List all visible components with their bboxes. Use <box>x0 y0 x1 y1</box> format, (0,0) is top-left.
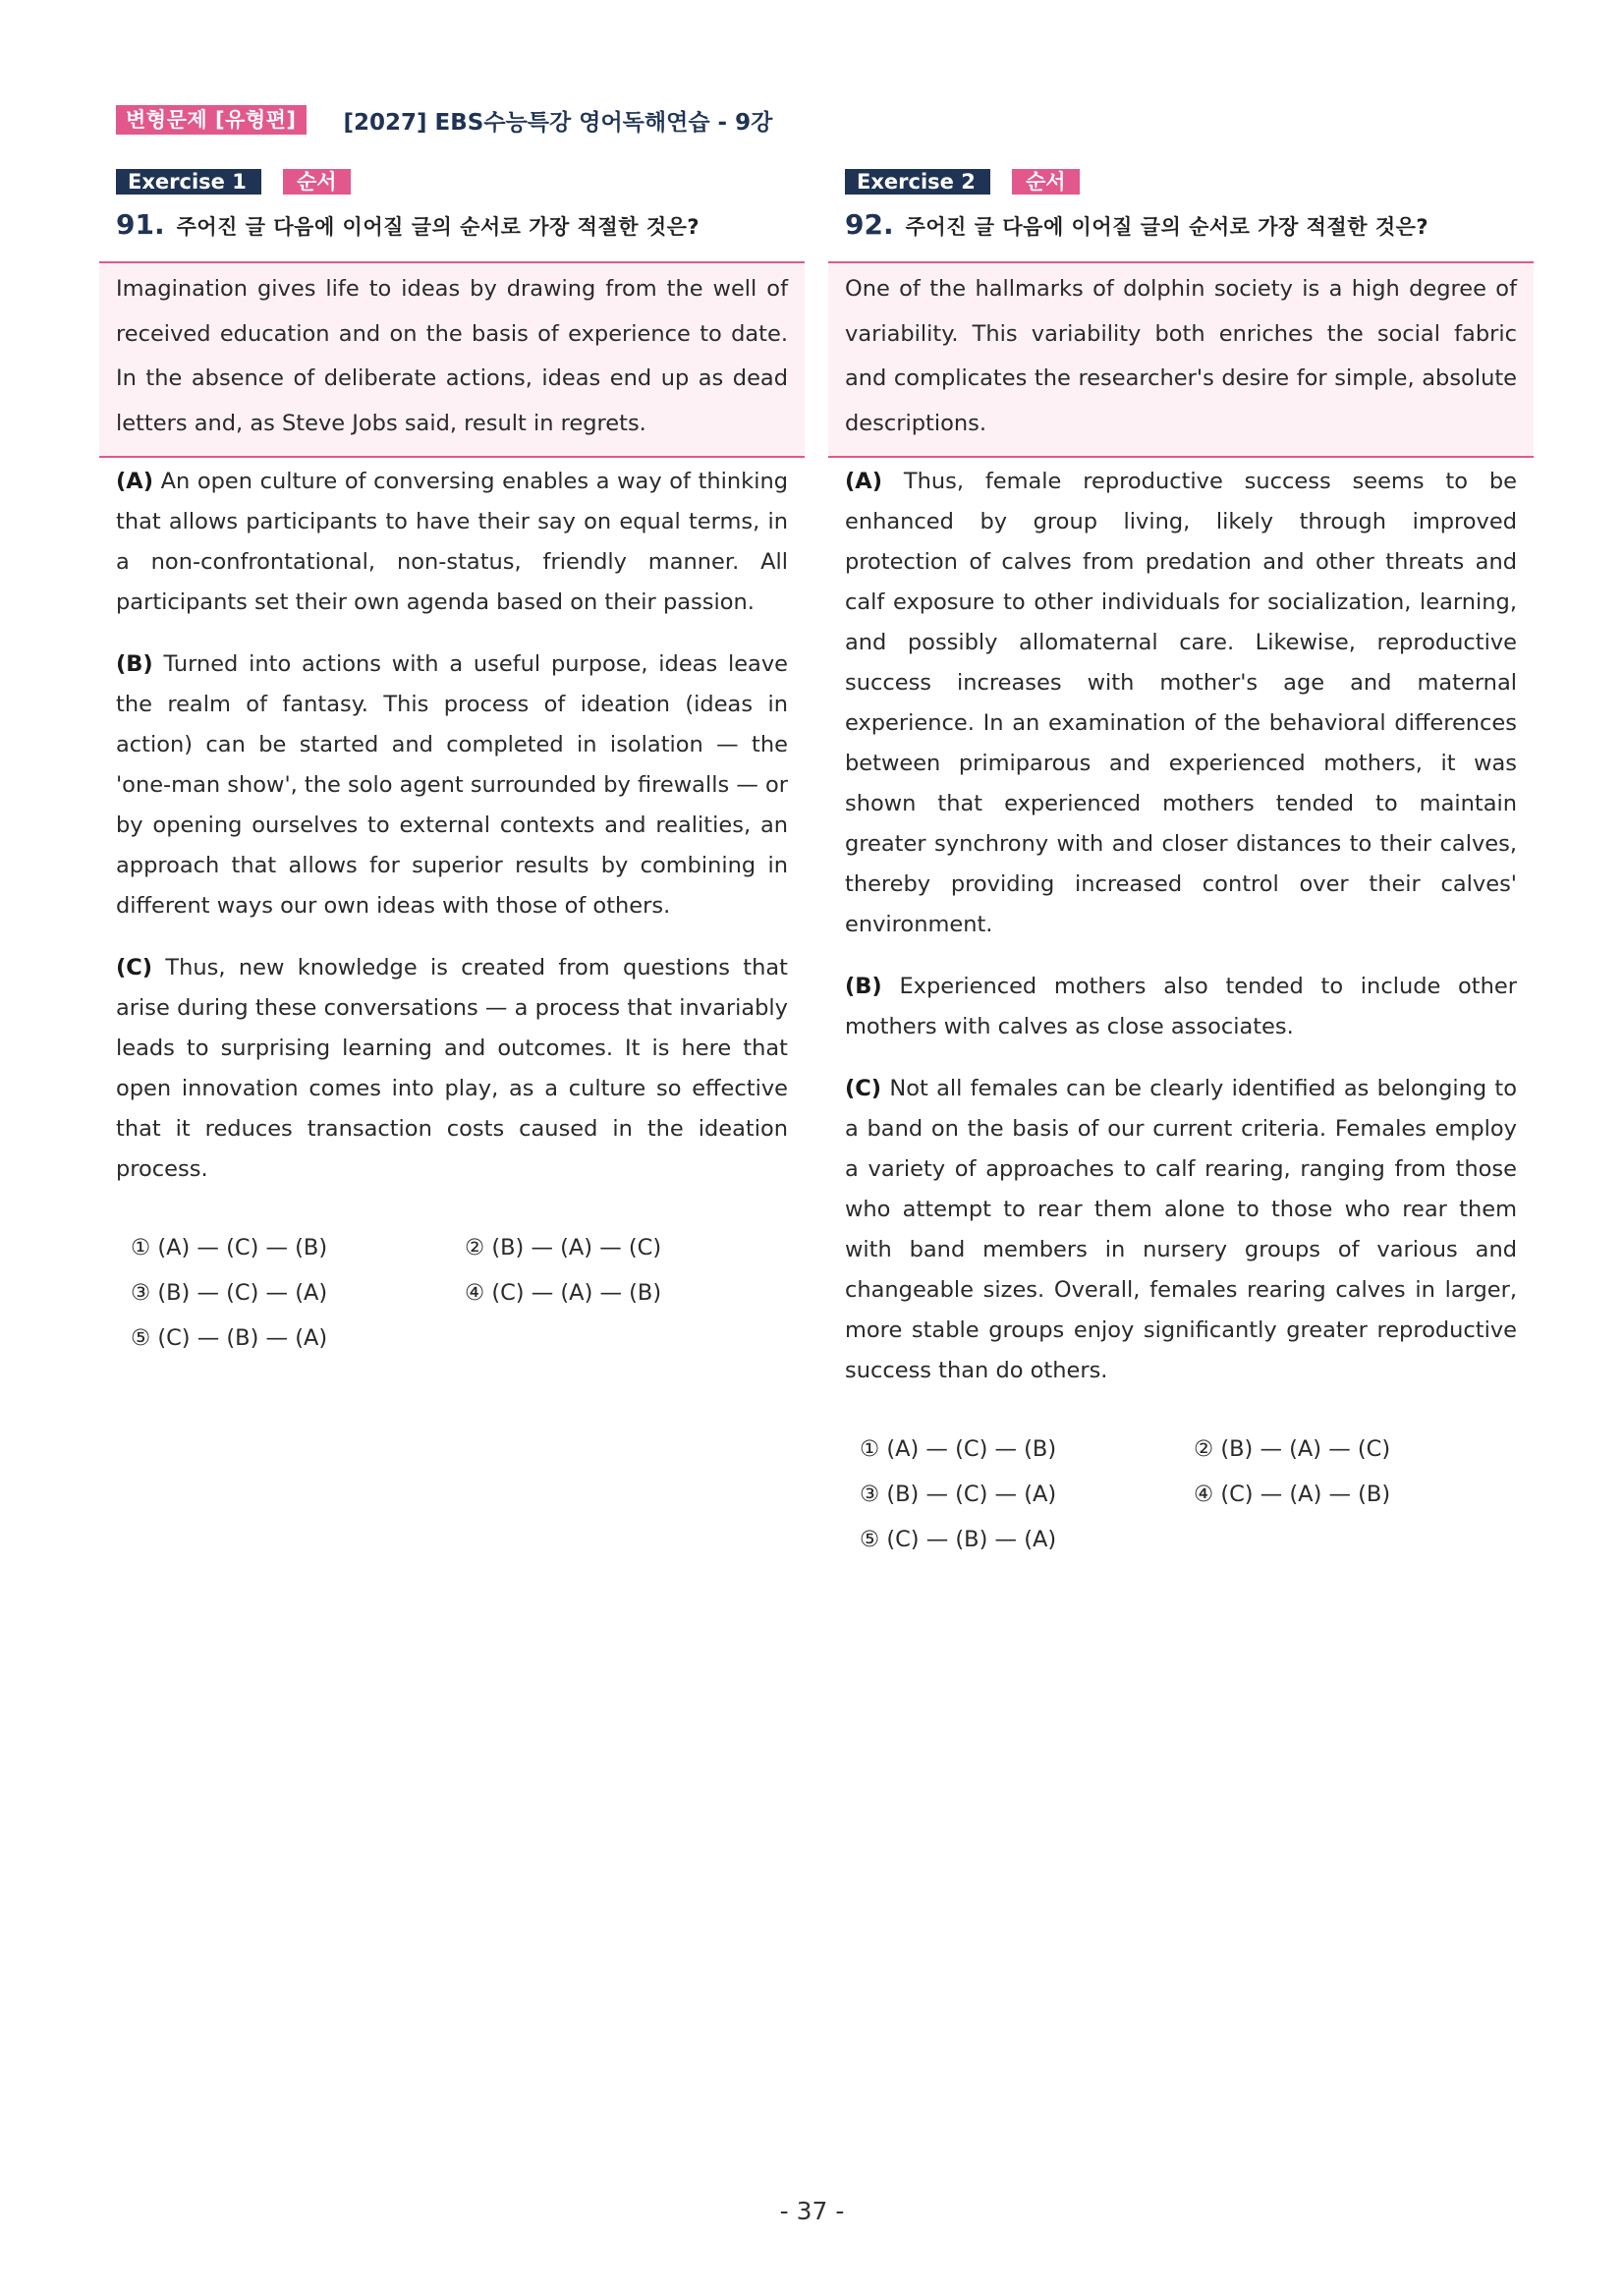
choice-3[interactable]: ③ (B) — (C) — (A) <box>131 1280 328 1306</box>
section-badge: 변형문제 [유형편] <box>116 105 307 135</box>
paragraph-label: (B) <box>845 974 882 999</box>
question-number: 91. <box>116 208 165 241</box>
answer-choices <box>860 1427 1534 1562</box>
paragraph-text: Thus, new knowledge is created from questions that arise during these conversations — a process that invariably leads to surprising learning and outcomes. It is here that open innovation comes into play, as a culture so effective that it reduces transaction costs caused in the ideation process. <box>116 955 788 1182</box>
paragraph-label: (C) <box>116 955 153 980</box>
paragraph-text: Experienced mothers also tended to include other mothers with calves as close associates. <box>845 974 1517 1039</box>
question-type-badge: 순서 <box>283 169 351 195</box>
paragraph-a <box>845 462 1517 945</box>
given-passage: Imagination gives life to ideas by drawing from the well of received education and on the basis of experience to date. In the absence of deliberate actions, ideas end up as dead letters and, as Steve Jobs said, result in regrets. <box>116 276 788 436</box>
question-type-badge: 순서 <box>1012 169 1080 195</box>
choice-5[interactable]: ⑤ (C) — (B) — (A) <box>860 1527 1057 1552</box>
page-header <box>116 106 772 134</box>
paragraph-c <box>845 1069 1517 1391</box>
paragraph-b <box>845 967 1517 1047</box>
given-passage-box <box>99 261 805 458</box>
page-number: - 37 - <box>779 2197 845 2225</box>
choice-4[interactable]: ④ (C) — (A) — (B) <box>465 1280 662 1306</box>
answer-choices <box>131 1225 805 1361</box>
question-prompt <box>116 208 805 248</box>
choice-4[interactable]: ④ (C) — (A) — (B) <box>1194 1482 1391 1507</box>
choice-1[interactable]: ① (A) — (C) — (B) <box>131 1235 328 1260</box>
question-number: 92. <box>845 208 894 241</box>
exercise-1 <box>99 169 805 1361</box>
given-passage: One of the hallmarks of dolphin society is a high degree of variability. This variability both enriches the social fabric and complicates the researcher's desire for simple, absolute descriptions. <box>845 276 1517 436</box>
choice-1[interactable]: ① (A) — (C) — (B) <box>860 1436 1057 1462</box>
given-passage-box <box>828 261 1534 458</box>
choice-2[interactable]: ② (B) — (A) — (C) <box>465 1235 662 1260</box>
choice-2[interactable]: ② (B) — (A) — (C) <box>1194 1436 1391 1462</box>
exercise-label: Exercise 1 <box>116 169 261 195</box>
paragraph-text: An open culture of conversing enables a way of thinking that allows participants to have their say on equal terms, in a non-confrontational, non-status, friendly manner. All participants set their own agenda based on their passion. <box>116 469 788 615</box>
exercise-2 <box>828 169 1534 1562</box>
paragraph-text: Thus, female reproductive success seems to be enhanced by group living, likely through improved protection of calves from predation and other threats and calf exposure to other individuals for socialization, learning, and possibly allomaternal care. Likewise, reproductive success increases with mother's age and maternal experience. In an examination of the behavioral differences between primiparous and experienced mothers, it was shown that experienced mothers tended to maintain greater synchrony with and closer distances to their calves, thereby providing increased control over their calves' environment. <box>845 469 1517 937</box>
paragraph-label: (A) <box>845 469 882 494</box>
paragraph-a <box>116 462 788 623</box>
choice-5[interactable]: ⑤ (C) — (B) — (A) <box>131 1325 328 1351</box>
page-title: [2027] EBS수능특강 영어독해연습 - 9강 <box>343 109 773 136</box>
exercise-label: Exercise 2 <box>845 169 990 195</box>
question-text: 주어진 글 다음에 이어질 글의 순서로 가장 적절한 것은? <box>176 215 700 239</box>
paragraph-c <box>116 948 788 1190</box>
paragraph-text: Turned into actions with a useful purpose, ideas leave the realm of fantasy. This process of ideation (ideas in action) can be started and completed in isolation — the 'one-man show', the solo agent surrounded by firewalls — or by opening ourselves to external contexts and realities, an approach that allows for superior results by combining in different ways our own ideas with those of others. <box>116 651 789 919</box>
paragraph-b <box>116 644 788 926</box>
question-text: 주어진 글 다음에 이어질 글의 순서로 가장 적절한 것은? <box>905 215 1429 239</box>
paragraph-text: Not all females can be clearly identified as belonging to a band on the basis of our current criteria. Females employ a variety of approaches to calf rearing, ranging from those who attempt to rear them alone to those who rear them with band members in nursery groups of various and changeable sizes. Overall, females rearing calves in larger, more stable groups enjoy significantly greater reproductive success than do others. <box>845 1076 1518 1383</box>
paragraph-label: (C) <box>845 1076 882 1101</box>
paragraph-label: (A) <box>116 469 153 494</box>
paragraph-label: (B) <box>116 651 153 677</box>
question-prompt <box>845 208 1534 248</box>
choice-3[interactable]: ③ (B) — (C) — (A) <box>860 1482 1057 1507</box>
